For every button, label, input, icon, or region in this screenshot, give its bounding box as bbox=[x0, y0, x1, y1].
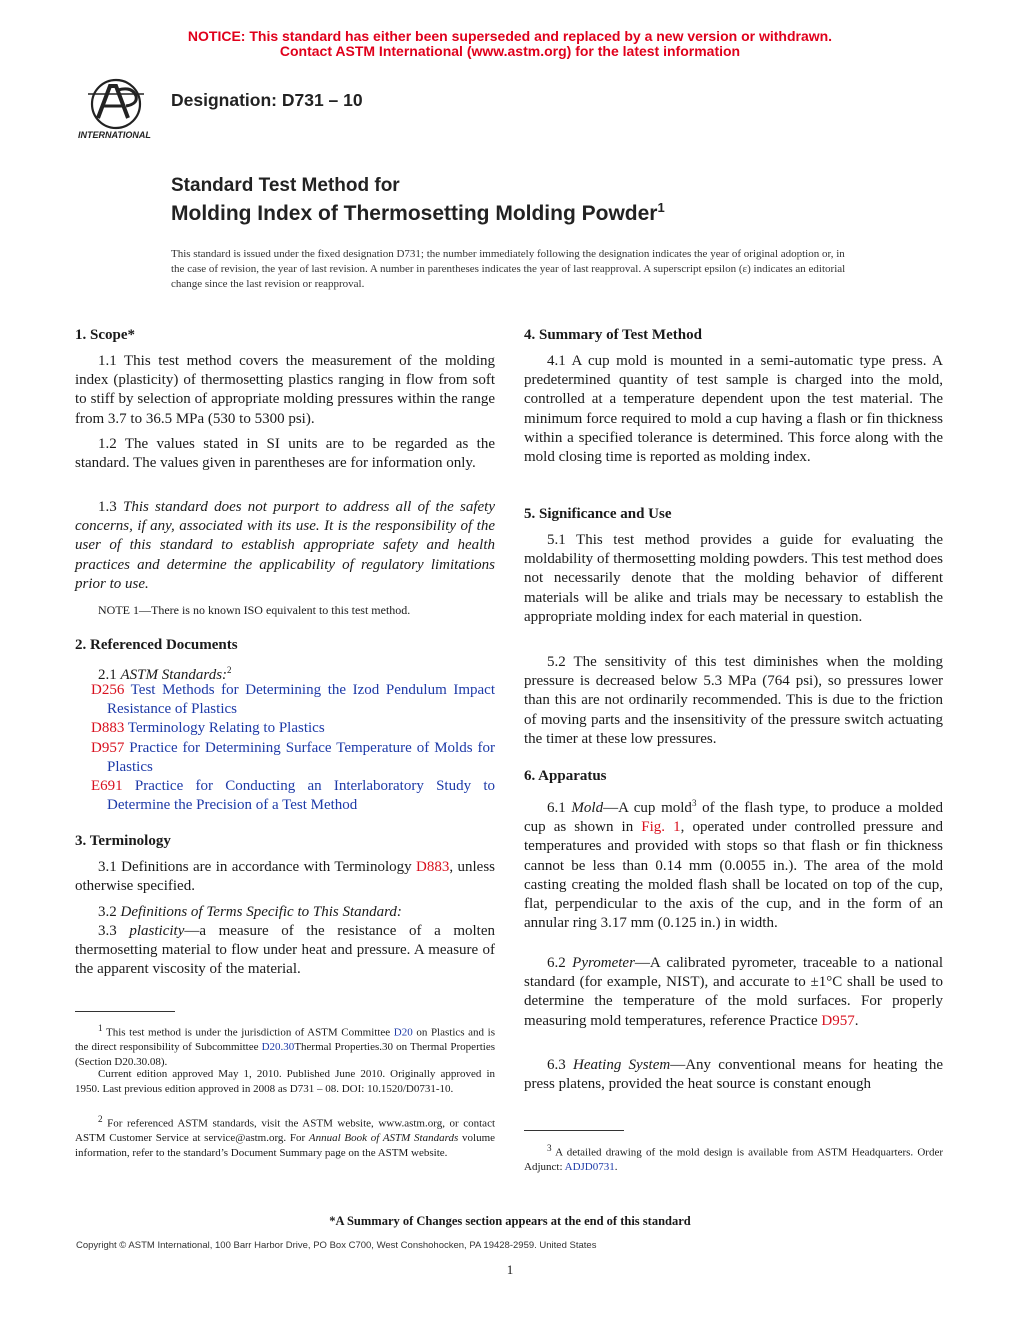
para-1-1: 1.1 This test method covers the measurement of the molding index (plasticity) of thermosetting plastics ranging in flow from soft to stiff by selection of appropriate molding pressures within the range from 3.7 to 36.5 MPa (530 to 5300 psi). bbox=[75, 353, 495, 427]
para-3-2: 3.2 Definitions of Terms Specific to This Standard: bbox=[98, 904, 402, 920]
para-6-3: 6.3 Heating System—Any conventional means for heating the press platens, provided the heat source is constant enough bbox=[524, 1057, 943, 1093]
designation: Designation: D731 – 10 bbox=[171, 90, 363, 110]
section-2-heading: 2. Referenced Documents bbox=[75, 637, 238, 653]
title-line-2: Molding Index of Thermosetting Molding Powder$^1$ bbox=[171, 200, 665, 225]
notice-line-2: Contact ASTM International (www.astm.org) for the latest information bbox=[279, 43, 741, 59]
para-2-1: 2.1 ASTM Standards:$^2$ bbox=[98, 665, 232, 683]
section-4-heading: 4. Summary of Test Method bbox=[524, 327, 702, 343]
title-footnote-mark: 1 bbox=[657, 200, 665, 215]
reference-item[interactable]: D883 Terminology Relating to Plastics bbox=[91, 720, 325, 737]
para-1-3: 1.3 This standard does not purport to address all of the safety concerns, if any, associated with its use. It is the responsibility of the user of this standard to establish appropriate safety and health practices and determine the applicability of regulatory limitations prior to use. bbox=[75, 499, 496, 592]
section-3-heading: 3. Terminology bbox=[75, 833, 171, 849]
reference-item[interactable]: E691 Practice for Conducting an Interlaboratory Study to Determine the Precision of a Test Method bbox=[91, 778, 495, 814]
reference-item[interactable]: D256 Test Methods for Determining the Izod Pendulum Impact Resistance of Plastics bbox=[91, 682, 495, 718]
para-6-1: 6.1 Mold—A cup mold$^3$ of the flash type, to produce a molded cup as shown in Fig. 1, operated under controlled pressure and temperatures and provided with stops so that flash or fin thickness cannot be less than 0.14 mm (0.0055 in.). The area of the mold casting creating the molded flash shall be located on top of the cup, flat, perpendicular to the axis of the cup, and in the form of an annular ring 3.17 mm (0.125 in.) in width. bbox=[524, 798, 943, 932]
para-3-3: 3.3 plasticity—a measure of the resistance of a molten thermosetting material to flow under heat and pressure. A measure of the apparent viscosity of the material. bbox=[75, 923, 495, 978]
footnote-3: $^3$ A detailed drawing of the mold design is available from ASTM Headquarters. Order Adjunct: ADJD0731. bbox=[524, 1143, 943, 1174]
footnote-2: $^2$ For referenced ASTM standards, visit the ASTM website, www.astm.org, or contact ASTM Customer Service at service@astm.org. For Annual Book of ASTM Standards volume information, refer to the standard’s Document Summary page on the ASTM website. bbox=[75, 1114, 496, 1160]
link-d20[interactable]: D20 bbox=[393, 1026, 413, 1039]
para-4-1: 4.1 A cup mold is mounted in a semi-automatic type press. A predetermined quantity of test sample is charged into the mold, controlled at a temperature dependent upon the test material. The minimum force required to mold a cup having a flash or fin thickness within a specified tolerance is determined. This force along with the mold closing time is reported as molding index. bbox=[524, 353, 943, 466]
footnote-rule-right bbox=[524, 1130, 624, 1131]
note-1: NOTE 1—There is no known ISO equivalent to this test method. bbox=[98, 603, 411, 617]
copyright: Copyright © ASTM International, 100 Barr Harbor Drive, PO Box C700, West Conshohocken, PA 19428-2959. United States bbox=[76, 1240, 597, 1251]
footnote-rule-left bbox=[75, 1011, 175, 1012]
section-1-heading: 1. Scope* bbox=[75, 327, 135, 343]
link-d2030[interactable]: D20.30 bbox=[261, 1041, 295, 1054]
reference-item[interactable]: D957 Practice for Determining Surface Temperature of Molds for Plastics bbox=[91, 739, 495, 775]
para-5-1: 5.1 This test method provides a guide for evaluating the moldability of thermosetting molding powders. This test method does not necessarily denote that the molding behavior of different materials will be alike and trials may be necessary to establish the appropriate molding index for each material in question. bbox=[524, 532, 943, 625]
link-adjd0731[interactable]: ADJD0731 bbox=[564, 1161, 615, 1174]
summary-of-changes-note: *A Summary of Changes section appears at the end of this standard bbox=[329, 1214, 691, 1228]
section-6-heading: 6. Apparatus bbox=[524, 768, 607, 784]
para-6-2: 6.2 Pyrometer—A calibrated pyrometer, traceable to a national standard (for example, NIST), and accurate to ±1°C shall be used to determine the temperature of the mold surfaces. For properly measuring mold temperatures, reference Practice D957. bbox=[524, 955, 944, 1029]
link-fig-1[interactable]: Fig. 1 bbox=[641, 819, 681, 836]
page-number: 1 bbox=[506, 1262, 514, 1277]
section-5-heading: 5. Significance and Use bbox=[524, 506, 672, 522]
logo-text: INTERNATIONAL bbox=[78, 130, 151, 140]
link-d883[interactable]: D883 bbox=[416, 859, 450, 875]
link-d957[interactable]: D957 bbox=[821, 1012, 855, 1029]
para-3-1: 3.1 Definitions are in accordance with Terminology D883, unless otherwise specified. bbox=[75, 859, 495, 895]
footnote-1-edition: Current edition approved May 1, 2010. Published June 2010. Originally approved in 1950. Last previous edition approved in 2008 as D731 – 08. DOI: 10.1520/D0731-10. bbox=[75, 1068, 495, 1095]
astm-logo bbox=[74, 72, 164, 142]
para-1-2: 1.2 The values stated in SI units are to be regarded as the standard. The values given in parentheses are for information only. bbox=[75, 436, 495, 472]
reference-list bbox=[75, 681, 495, 815]
issued-statement: This standard is issued under the fixed designation D731; the number immediately following the designation indicates the year of original adoption or, in the case of revision, the year of last revision. A number in parentheses indicates the year of last reapproval. A superscript epsilon (ε) indicates an editorial change since the last revision or reapproval. bbox=[171, 248, 846, 290]
title-line-1: Standard Test Method for bbox=[171, 175, 400, 196]
footnote-1: $^1$ This test method is under the jurisdiction of ASTM Committee D20 on Plastics and is the direct responsibility of Subcommittee D20.30Thermal Properties.30 on Thermal Properties (Section D20.30.08). bbox=[75, 1023, 496, 1069]
notice-line-1: NOTICE: This standard has either been superseded and replaced by a new version or withdrawn. bbox=[187, 28, 833, 44]
para-5-2: 5.2 The sensitivity of this test diminishes when the molding pressure is decreased below 5.3 MPa (764 psi), so pressures lower than this are not ordinarily recommended. This is due to the friction of moving parts and the insensitivity of the pressure switch actuating the timer at these low pressures. bbox=[524, 654, 943, 747]
